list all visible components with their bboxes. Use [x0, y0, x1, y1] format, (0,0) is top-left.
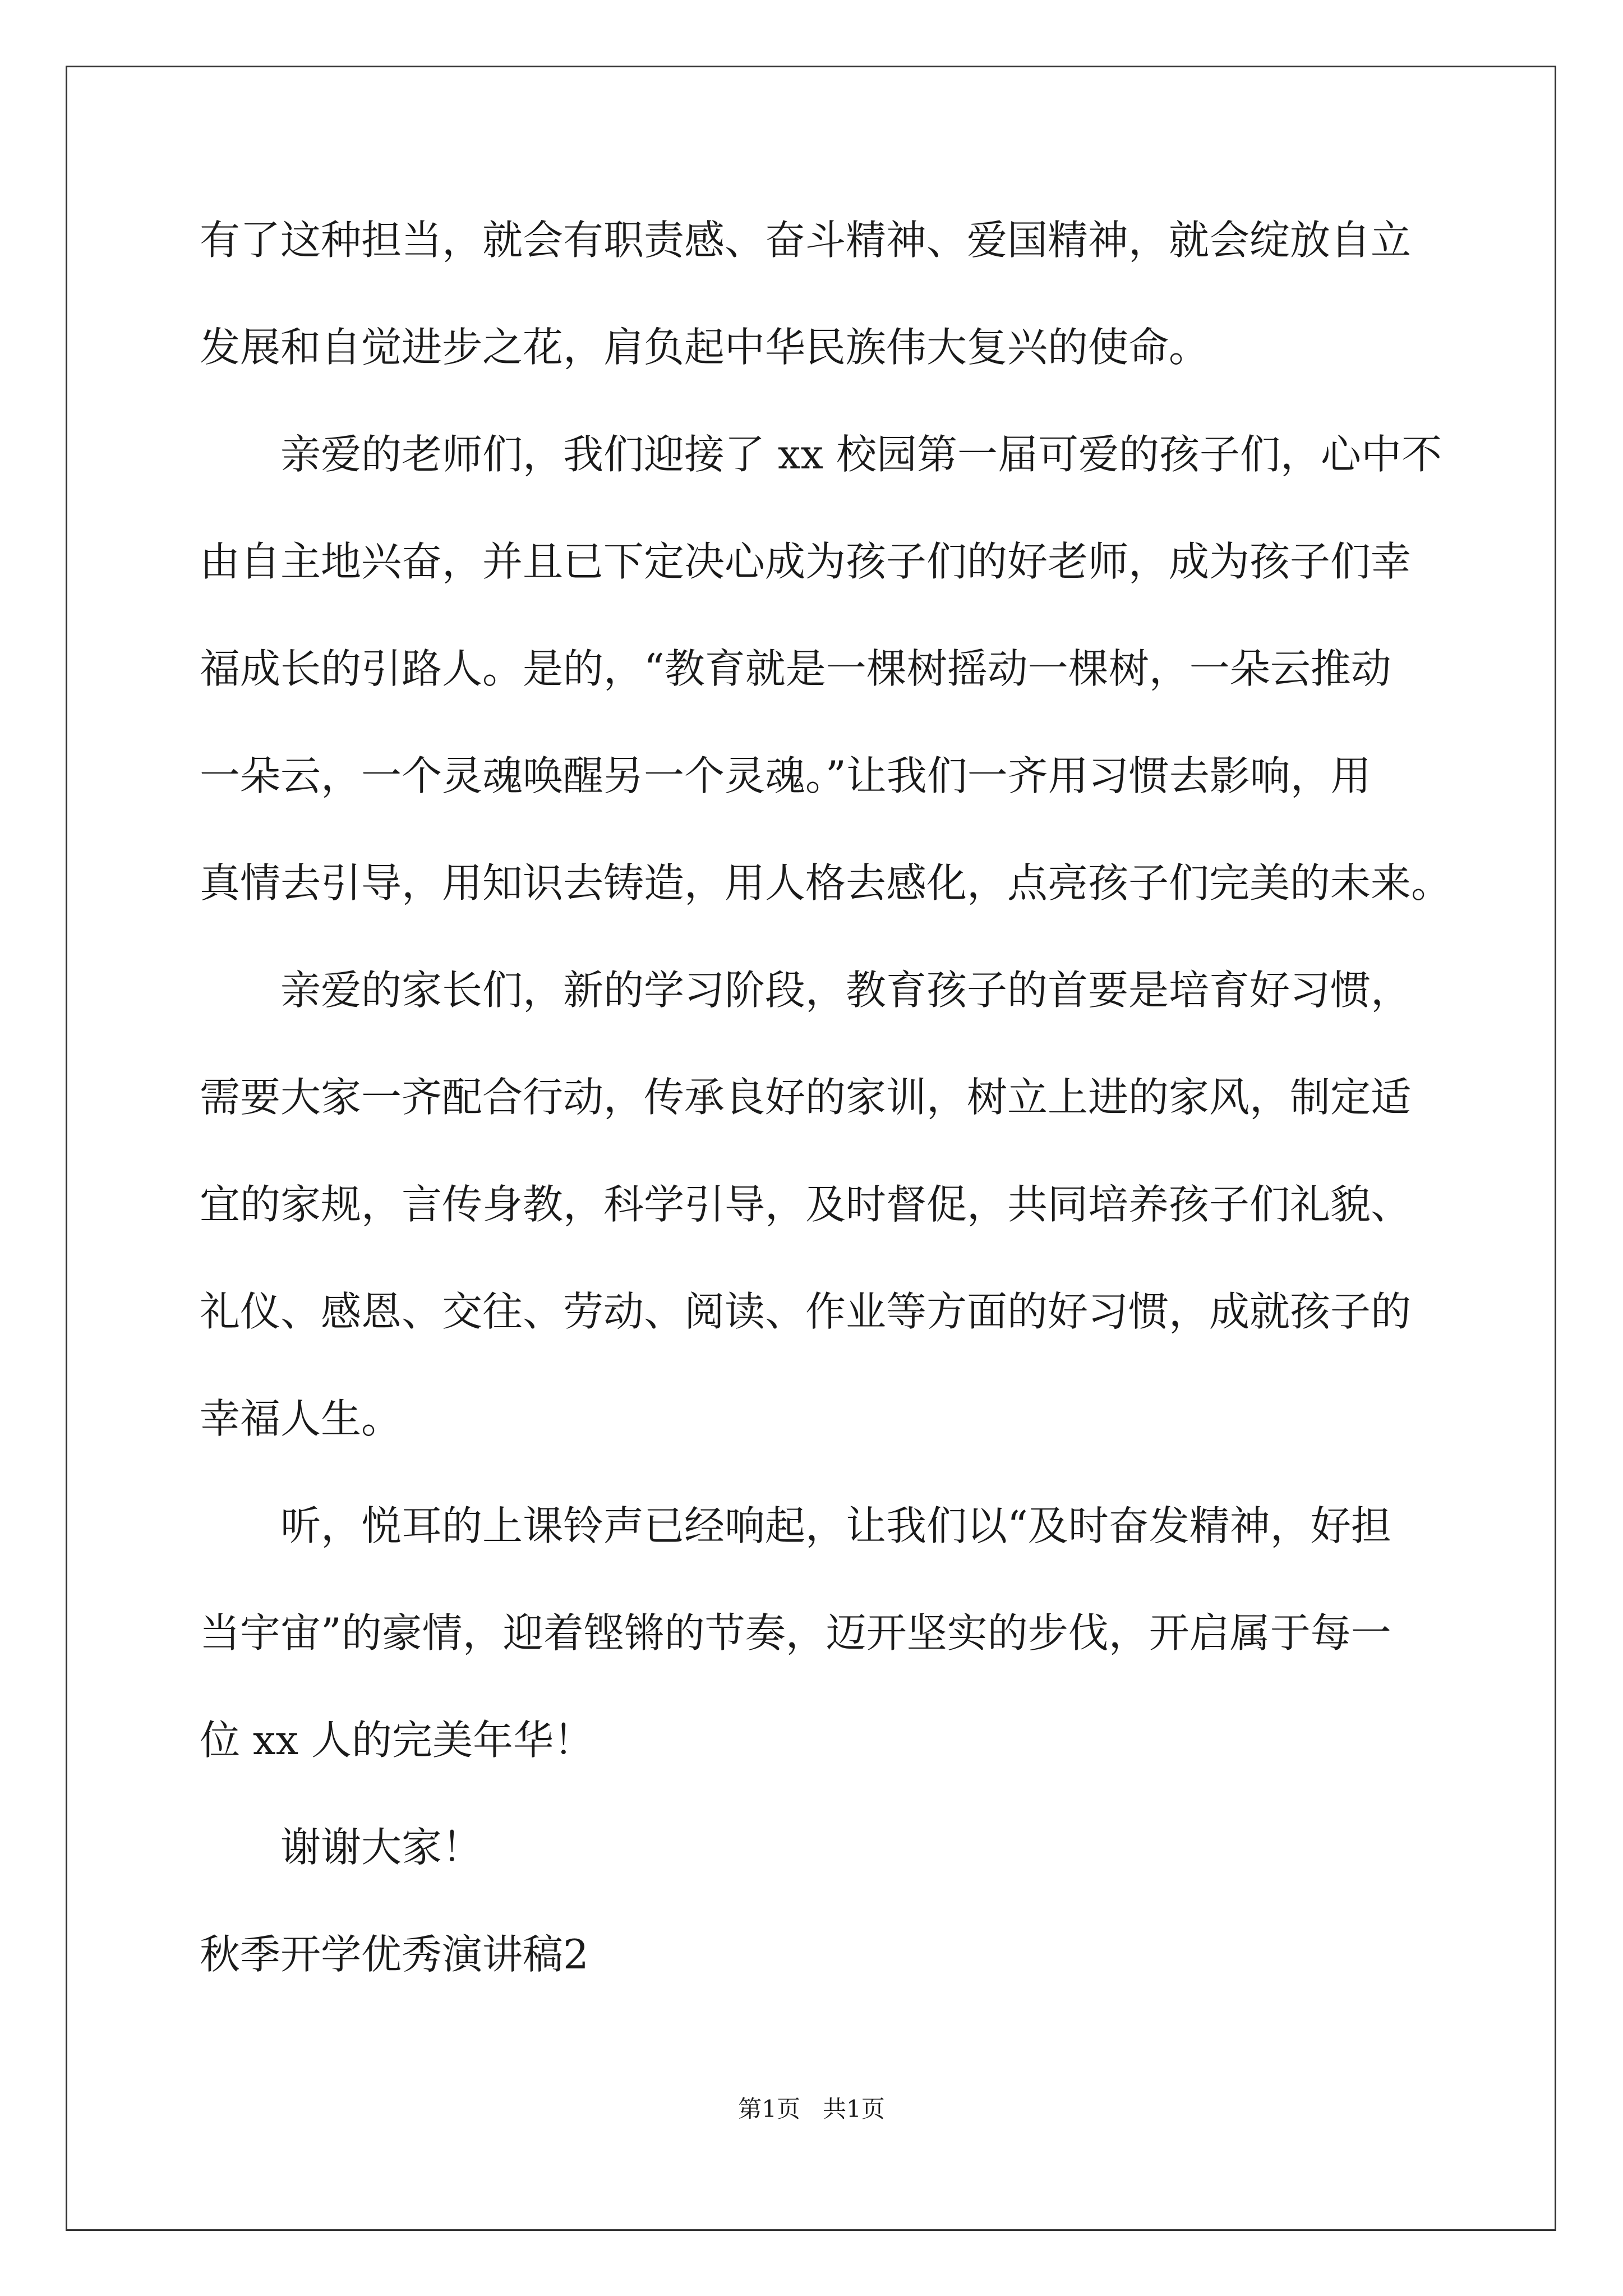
- text-line: 谢谢大家！: [280, 1824, 483, 1871]
- page-footer: 第1页 共1页: [738, 2095, 885, 2123]
- text-line: 宜的家规，言传身教，科学引导，及时督促，共同培养孩子们礼貌、: [200, 1181, 1412, 1228]
- text-line: 有了这种担当，就会有职责感、奋斗精神、爱国精神，就会绽放自立: [200, 217, 1412, 264]
- text-line: 需要大家一齐配合行动，传承良好的家训，树立上进的家风，制定适: [200, 1074, 1412, 1121]
- text-line: 位 xx 人的完美年华！: [200, 1717, 594, 1764]
- text-line: 真情去引导，用知识去铸造，用人格去感化，点亮孩子们完美的未来。: [200, 859, 1452, 907]
- text-line: 由自主地兴奋，并且已下定决心成为孩子们的好老师，成为孩子们幸: [200, 538, 1412, 585]
- text-line: 幸福人生。: [200, 1395, 402, 1442]
- text-line: 一朵云，一个灵魂唤醒另一个灵魂。”让我们一齐用习惯去影响，用: [200, 752, 1371, 799]
- text-line: 礼仪、感恩、交往、劳动、阅读、作业等方面的好习惯，成就孩子的: [200, 1288, 1412, 1335]
- document-body: [200, 213, 1452, 1981]
- text-line: 发展和自觉进步之花，肩负起中华民族伟大复兴的使命。: [200, 324, 1210, 371]
- text-line: 听，悦耳的上课铃声已经响起，让我们以“及时奋发精神，好担: [280, 1502, 1391, 1549]
- section-heading: 秋季开学优秀演讲稿2: [200, 1931, 589, 1978]
- text-line: 亲爱的家长们，新的学习阶段，教育孩子的首要是培育好习惯，: [280, 967, 1412, 1014]
- text-line: 当宇宙”的豪情，迎着铿锵的节奏，迈开坚实的步伐，开启属于每一: [200, 1609, 1391, 1657]
- text-line: 亲爱的老师们，我们迎接了 xx 校园第一届可爱的孩子们，心中不: [280, 431, 1442, 478]
- text-line: 福成长的引路人。是的，“教育就是一棵树摇动一棵树，一朵云推动: [200, 645, 1391, 692]
